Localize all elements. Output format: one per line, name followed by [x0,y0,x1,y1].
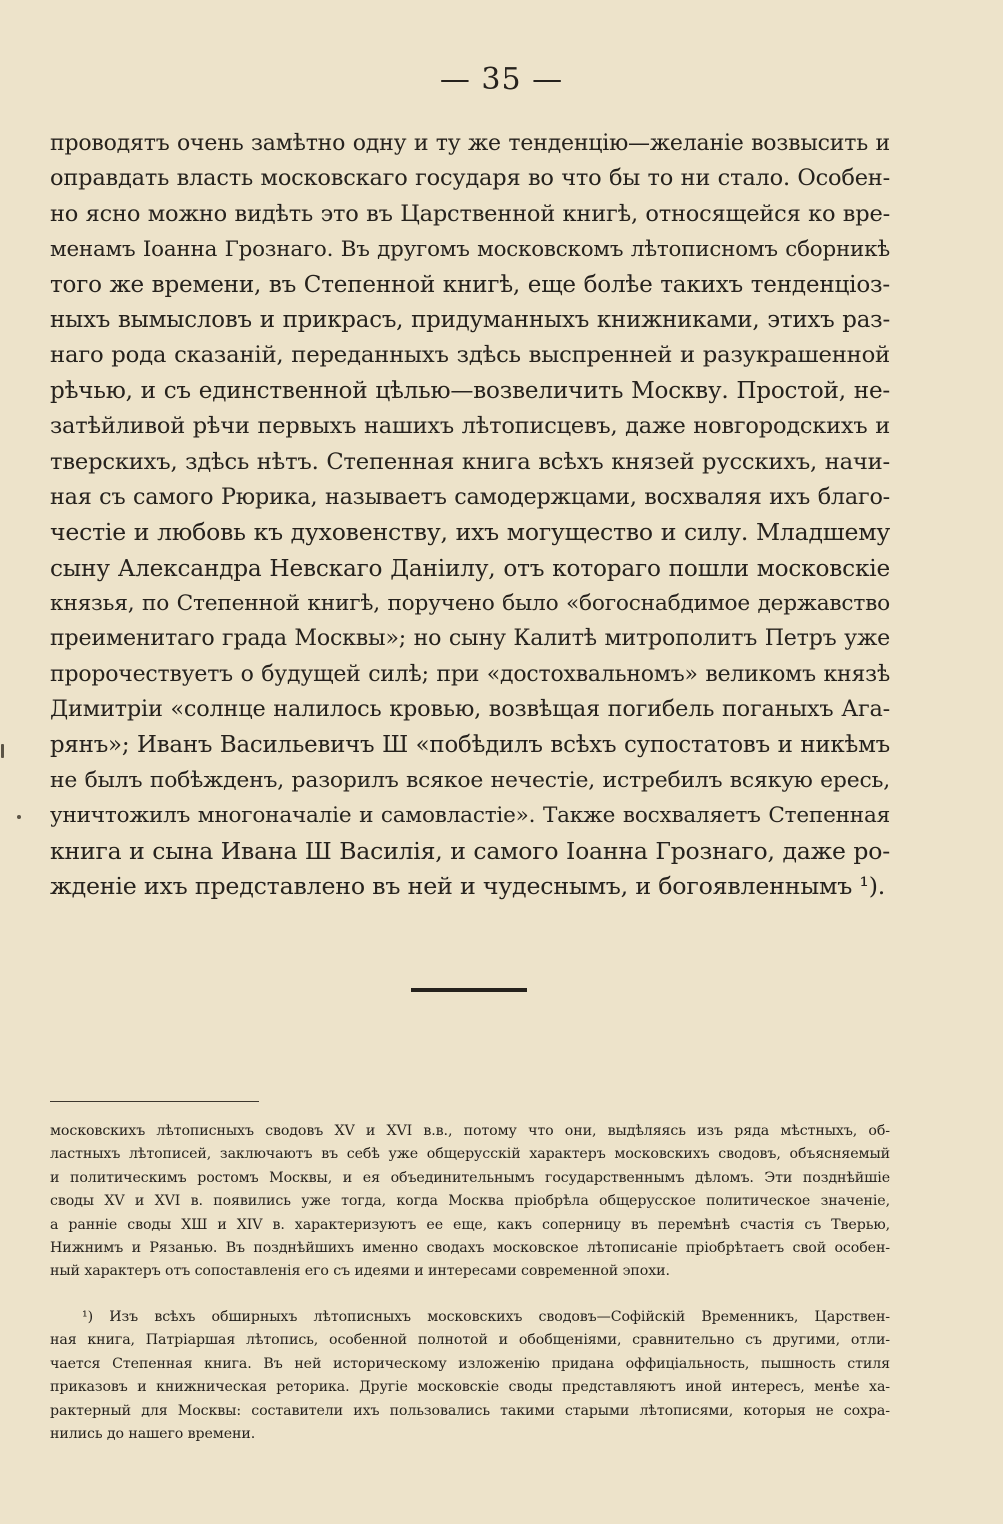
main-text-line: ныхъ вымысловъ и прикрасъ, придуманныхъ книжниками, этихъ раз- [50,306,890,333]
footnote-line: ная книга, Патріаршая лѣтопись, особенной полнотой и обобщеніями, сравнительно съ другими, отли- [50,1332,890,1349]
footnote-line: московскихъ лѣтописныхъ сводовъ XV и XVI в.в., потому что они, выдѣляясь изъ ряда мѣстныхъ, об- [50,1123,890,1139]
main-text-line: оправдать власть московскаго государя во что бы то ни стало. Особен- [50,165,890,192]
footnote-rule [50,1101,259,1102]
main-text-line: но ясно можно видѣть это въ Царственной книгѣ, относящейся ко вре- [50,200,890,227]
main-text-line: Димитріи «солнце налилось кровью, возвѣщая погибель поганыхъ Ага- [50,696,890,723]
main-text-line: книга и сына Ивана Ш Василія, и самого Іоанна Грознаго, даже ро- [50,836,890,865]
main-text-line: тверскихъ, здѣсь нѣтъ. Степенная книга всѣхъ князей русскихъ, начи- [50,448,890,475]
main-text-line: рѣчью, и съ единственной цѣлью—возвеличить Москву. Простой, не- [50,377,890,404]
main-text-line: жденіе ихъ представлено въ ней и чудеснымъ, и богоявленнымъ ¹). [50,872,886,901]
main-text-line: сыну Александра Невскаго Даніилу, отъ котораго пошли московскіе [50,554,890,582]
footnote-line: и политическимъ ростомъ Москвы, и ея объединительнымъ государственнымъ дѣломъ. Эти позднѣйшіе [50,1169,890,1186]
footnote-line: ¹) Изъ всѣхъ обширныхъ лѣтописныхъ московскихъ сводовъ—Софійскій Временникъ, Царствен- [82,1309,890,1325]
page-number: — 35 — [439,62,564,97]
main-text-line: не былъ побѣжденъ, разорилъ всякое нечестіе, истребилъ всякую ересь, [50,768,890,794]
main-text-line: рянъ»; Иванъ Васильевичъ Ш «побѣдилъ всѣхъ супостатовъ и никѣмъ [50,731,890,758]
main-text-line: преименитаго града Москвы»; но сыну Калитѣ митрополитъ Петръ уже [50,625,890,652]
footnote-continuation [50,1120,890,1284]
main-text-block [50,126,890,905]
footnote-line: чается Степенная книга. Въ ней историческому изложенію придана оффиціальность, пышность стиля [50,1355,890,1372]
footnote-line: приказовъ и книжническая реторика. Другіе московскіе своды представляютъ иной интересъ, менѣе ха- [50,1379,890,1396]
main-text-line: уничтожилъ многоначаліе и самовластіе». Также восхваляетъ Степенная [50,803,890,829]
footnote-line: рактерный для Москвы: составители ихъ пользовались такими старыми лѣтописями, которыя не сохра- [50,1402,890,1419]
section-separator [411,988,527,992]
paper-speck [1,744,4,758]
footnote-line: нились до нашего времени. [50,1425,256,1442]
main-text-line: проводятъ очень замѣтно одну и ту же тенденцію—желаніе возвысить и [50,131,890,156]
main-text-line: менамъ Іоанна Грознаго. Въ другомъ московскомъ лѣтописномъ сборникѣ [50,237,890,263]
footnote-line: своды XV и XVI в. появились уже тогда, когда Москва пріобрѣла общерусское политическое значеніе, [50,1193,890,1210]
main-text-line: ная съ самого Рюрика, называетъ самодержцами, восхваляя ихъ благо- [50,483,890,510]
paper-speck [17,815,21,819]
footnote-line: а ранніе своды XШ и XIV в. характеризуютъ ее еще, какъ соперницу въ перемѣнѣ счастія съ Тверью, [50,1216,890,1233]
main-text-line: пророчествуетъ о будущей силѣ; при «достохвальномъ» великомъ князѣ [50,661,890,687]
footnote-line: ный характеръ отъ сопоставленія его съ идеями и интересами современной эпохи. [50,1263,670,1280]
footnote-line: Нижнимъ и Рязанью. Въ позднѣйшихъ именно сводахъ московское лѣтописаніе пріобрѣтаетъ свой особен- [50,1239,890,1256]
footnote-line: ластныхъ лѣтописей, заключаютъ въ себѣ уже общерусскій характеръ московскихъ сводовъ, объясняемый [50,1146,890,1163]
main-text-line: честіе и любовь къ духовенству, ихъ могущество и силу. Младшему [50,518,890,547]
main-text-line: того же времени, въ Степенной книгѣ, еще болѣе такихъ тенденціоз- [50,271,890,298]
main-text-line: князья, по Степенной книгѣ, поручено было «богоснабдимое державство [50,591,890,617]
main-text-line: наго рода сказаній, переданныхъ здѣсь выспренней и разукрашенной [50,342,890,369]
main-text-line: затѣйливой рѣчи первыхъ нашихъ лѣтописцевъ, даже новгородскихъ и [50,413,890,440]
footnote-1 [50,1306,890,1446]
